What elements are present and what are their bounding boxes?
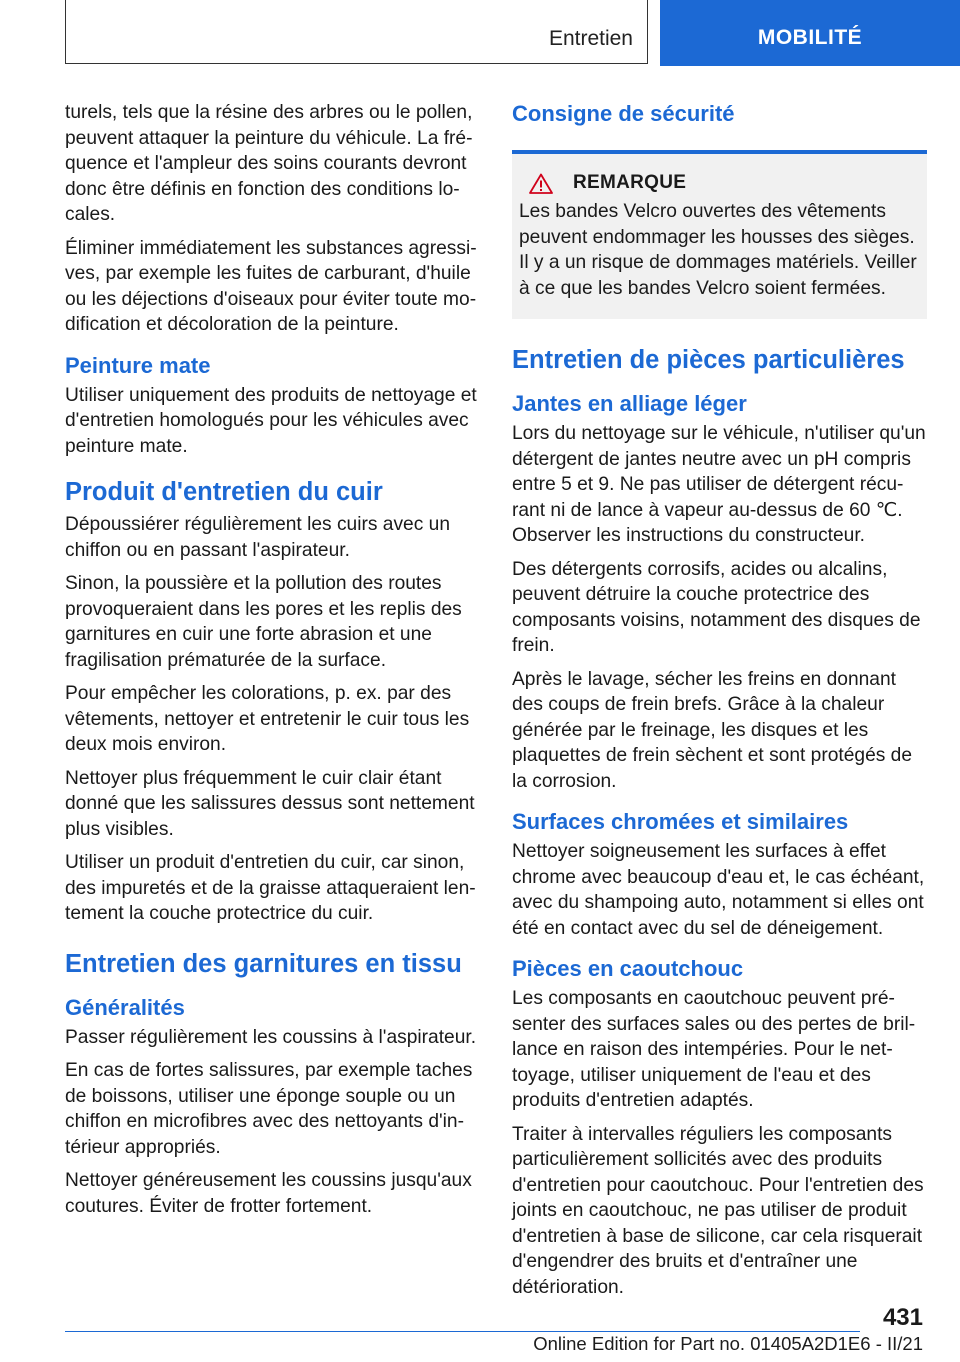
paragraph: En cas de fortes salissures, par exemple taches de boissons, utiliser une éponge souple ou un chiffon en microfibres avec des nettoyants d'intérieur appropriés.: [65, 1060, 473, 1158]
paragraph: Sinon, la poussière et la pollution des routes provoqueraient dans les pores et les replis des garnitures en cuir une forte abrasion et une fragilisation prématurée de la surface.: [65, 573, 462, 671]
header-section-box: [65, 0, 648, 64]
heading-jantes: Jantes en alliage léger: [512, 391, 747, 416]
notice-box: [512, 150, 927, 319]
notice-title: REMARQUE: [573, 172, 687, 193]
paragraph: Des détergents corrosifs, acides ou alcalins, peuvent détruire la couche protectrice des composants voisins, notamment des disques de frein.: [512, 558, 921, 656]
section-title: Entretien: [548, 27, 633, 50]
paragraph: Après le lavage, sécher les freins en donnant des coups de frein brefs. Grâce à la chaleur générée par le freinage, les disques et les plaquettes de frein sèchent et sont protégés de la corrosion.: [512, 668, 913, 792]
paragraph: Dépoussiérer régulièrement les cuirs avec un chiffon ou en passant l'aspirateur.: [65, 514, 450, 561]
page-header: [0, 0, 960, 66]
paragraph: turels, tels que la résine des arbres ou le pollen, peuvent attaquer la peinture du véhicule. La fréquence et l'ampleur des soins courants devront donc être définis en fonction des conditions locales.: [65, 102, 473, 225]
paragraph: Éliminer immédiatement les substances agressives, par exemple les fuites de carburant, d'huile ou les déjections d'oiseaux pour éviter toute modification et décoloration de la peinture.: [65, 237, 477, 335]
paragraph: Les composants en caoutchouc peuvent présenter des surfaces sales ou des pertes de brillance en raison des intempéries. Pour le nettoyage, utiliser uniquement de l'eau et des produits d'entretien adaptés.: [512, 988, 916, 1111]
heading-generalites: Généralités: [65, 994, 185, 1020]
left-column: [65, 100, 477, 1227]
heading-produit-cuir: Produit d'entretien du cuir: [65, 478, 383, 506]
heading-pieces-particulieres: Entretien de pièces particulières: [512, 346, 905, 374]
paragraph: Nettoyer généreusement les coussins jusqu'aux coutures. Éviter de frotter fortement.: [65, 1170, 472, 1217]
paragraph: Nettoyer plus fréquemment le cuir clair étant donné que les salissures dessus sont nettement plus visibles.: [65, 767, 475, 840]
warning-triangle-icon: [529, 173, 553, 194]
heading-garnitures-tissu: Entretien des garnitures en tissu: [65, 949, 462, 978]
paragraph: Passer régulièrement les coussins à l'aspirateur.: [65, 1026, 477, 1048]
chapter-tab[interactable]: MOBILITÉ: [660, 0, 960, 66]
right-column: [512, 100, 927, 1308]
heading-peinture-mate: Peinture mate: [65, 352, 211, 378]
paragraph: Lors du nettoyage sur le véhicule, n'utiliser qu'un détergent de jantes neutre avec un pH compris entre 5 et 9. Ne pas utiliser de détergent récurant ni de lance à vapeur au-dessus de 60 ℃. Observer les instructions du constructeur.: [512, 423, 926, 546]
paragraph: Traiter à intervalles réguliers les composants particulièrement sollicités avec des produits d'entretien pour caoutchouc. Pour l'entretien des joints en caoutchouc, ne pas utiliser de produit d'entretien à base de silicone, car cela risquerait d'engendrer des bruits et d'entraîner une détérioration.: [512, 1123, 924, 1298]
paragraph: Pour empêcher les colorations, p. ex. par des vêtements, nettoyer et entretenir le cuir tous les deux mois environ.: [65, 683, 470, 755]
notice-header: [519, 172, 920, 194]
heading-surfaces-chromees: Surfaces chromées et similaires: [512, 809, 849, 834]
paragraph: Utiliser un produit d'entretien du cuir, car sinon, des impuretés et de la graisse attaqueraient lentement la couche protectrice du cuir.: [65, 852, 476, 924]
paragraph: Nettoyer soigneusement les surfaces à effet chrome avec beaucoup d'eau et, le cas échéant, avec du shampoing auto, notamment si elles ont été en contact avec du sel de déneigement.: [512, 841, 925, 939]
notice-text: Les bandes Velcro ouvertes des vêtements peuvent endommager les housses des sièges. Il y a un risque de dommages matériels. Veiller à ce que les bandes Velcro soient fermées.: [519, 201, 917, 299]
footer-divider: [65, 1331, 860, 1332]
heading-caoutchouc: Pièces en caoutchouc: [512, 956, 744, 981]
edition-note: Online Edition for Part no. 01405A2D1E6 - II/21: [533, 1333, 923, 1354]
page-number: 431: [882, 1304, 923, 1331]
paragraph: Utiliser uniquement des produits de nettoyage et d'entretien homologués pour les véhicules avec peinture mate.: [65, 384, 477, 457]
heading-consigne-securite: Consigne de sécurité: [512, 101, 735, 126]
